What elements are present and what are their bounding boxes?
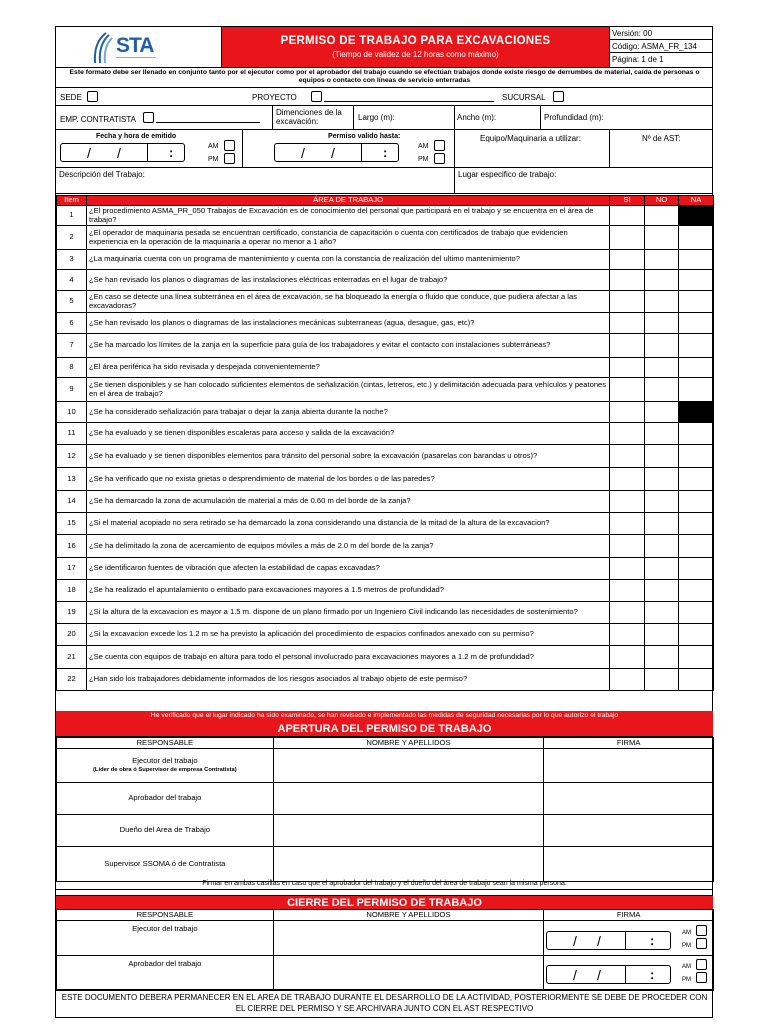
cierre-col-firma: FIRMA: [544, 910, 714, 921]
item-no-cell[interactable]: [645, 602, 679, 624]
dimensiones-cell: [272, 106, 354, 129]
checklist-row-10: [57, 402, 714, 423]
checklist-row-12: [57, 445, 714, 468]
checklist-row-13: [57, 468, 714, 491]
footer-note: ESTE DOCUMENTO DEBERA PERMANECER EN EL AREA DE TRABAJO DURANTE EL DESARROLLO DE LA ACTIVIDAD, POSTERIORMENTE SE DEBE DE PROCEDER CON EL CIERRE DEL PERMISO Y SE ARCHIVARA JUNTO CON EL AST RESPECTIVO: [56, 989, 713, 1018]
valido-am-checkbox[interactable]: [434, 140, 445, 151]
item-si-cell[interactable]: [610, 602, 645, 624]
item-question: ¿Si el material acopiado no sera retirado se ha demarcado la zona considerando una distancia de la mitad de la altura de la excavacion?: [86, 513, 609, 535]
cierre-e-slash-2: /: [597, 933, 601, 949]
sucursal-label: SUCURSAL: [502, 93, 546, 102]
item-number: 14: [57, 491, 87, 513]
item-no-cell[interactable]: [645, 580, 679, 602]
item-no-cell[interactable]: [645, 558, 679, 580]
checklist-header: [57, 196, 714, 206]
form-title: PERMISO DE TRABAJO PARA EXCAVACIONES: [280, 35, 551, 47]
permit-form: [55, 26, 713, 1018]
cierre-e-pm-checkbox[interactable]: [696, 938, 707, 949]
apertura-title: APERTURA DEL PERMISO DE TRABAJO: [56, 722, 713, 737]
item-number: 15: [57, 513, 87, 535]
cierre-a-am-label: AM: [682, 964, 691, 970]
apertura-col-firma: FIRMA: [544, 738, 714, 749]
apertura-ejecutor-label: Ejecutor del trabajo: [132, 755, 198, 765]
sta-logo-icon: [92, 31, 114, 65]
apertura-dueno-label: Dueño del Area de Trabajo: [57, 815, 274, 847]
fecha-time-sep: [147, 144, 148, 161]
item-si-cell[interactable]: [610, 226, 645, 250]
cierre-e-time-sep: [625, 932, 626, 949]
cierre-ejecutor-nombre[interactable]: [273, 921, 544, 956]
apertura-row-dueno: [57, 815, 714, 847]
item-number: 9: [57, 378, 87, 402]
permiso-valido-input[interactable]: [274, 143, 399, 162]
cierre-ejecutor-label: Ejecutor del trabajo: [57, 921, 274, 956]
cierre-a-pm-checkbox[interactable]: [696, 972, 707, 983]
emitido-pm-checkbox[interactable]: [224, 153, 235, 164]
item-number: 16: [57, 535, 87, 558]
item-na-cell: [679, 402, 714, 423]
equipo-label: Equipo/Maquinaria a utilizar:: [480, 134, 581, 143]
fecha-emitido-input[interactable]: [60, 143, 185, 162]
item-na-cell[interactable]: [679, 291, 714, 313]
item-question: ¿Se ha verificado que no exista grietas o desprendimiento de material de los bordes o de las paredes?: [86, 468, 609, 491]
cierre-ejecutor-datetime[interactable]: [546, 931, 671, 950]
item-question: ¿Se han revisado los planos o diagramas de las instalaciones eléctricas enterradas en el lugar de trabajo?: [86, 270, 609, 291]
checklist-row-22: [57, 669, 714, 691]
item-na-cell[interactable]: [679, 491, 714, 513]
logo-cell: [56, 27, 222, 68]
apertura-supervisor-nombre[interactable]: [273, 847, 544, 882]
item-si-cell[interactable]: [610, 580, 645, 602]
item-si-cell[interactable]: [610, 535, 645, 558]
item-no-cell[interactable]: [645, 669, 679, 691]
item-no-cell[interactable]: [645, 291, 679, 313]
item-no-cell[interactable]: [645, 402, 679, 423]
sede-checkbox[interactable]: [87, 91, 98, 102]
dates-row: [56, 130, 713, 168]
item-si-cell[interactable]: [610, 270, 645, 291]
apertura-supervisor-firma[interactable]: [544, 847, 714, 882]
item-question: ¿Se identificaron fuentes de vibración que afecten la estabilidad de capas excavadas?: [86, 558, 609, 580]
dimensiones-label: Dimenciones de la excavación:: [276, 108, 342, 126]
item-si-cell[interactable]: [610, 491, 645, 513]
item-number: 17: [57, 558, 87, 580]
item-question: ¿La maquinaria cuenta con un programa de mantenimiento y cuenta con la constancia de realización del ultimo mantenimiento?: [86, 250, 609, 270]
item-number: 11: [57, 423, 87, 445]
item-na-cell[interactable]: [679, 646, 714, 669]
sede-row: [56, 88, 713, 106]
item-na-cell[interactable]: [679, 669, 714, 691]
item-na-cell[interactable]: [679, 226, 714, 250]
fecha-emitido-label: Fecha y hora de emitido: [96, 133, 177, 140]
item-question: ¿Han sido los trabajadores debidamente informados de los riesgos asociados al trabajo objeto de este permiso?: [86, 669, 609, 691]
checklist-table: [56, 195, 714, 691]
cierre-col-responsable: RESPONSABLE: [57, 910, 274, 921]
col-si-header: SI: [610, 196, 645, 206]
doc-meta: [609, 27, 713, 68]
emitido-pm-label: PM: [208, 156, 219, 163]
item-number: 22: [57, 669, 87, 691]
proyecto-label: PROYECTO: [252, 93, 297, 102]
item-no-cell[interactable]: [645, 206, 679, 226]
checklist-row-3: [57, 250, 714, 270]
cierre-aprobador-label: Aprobador del trabajo: [57, 956, 274, 991]
item-question: ¿Se han revisado los planos o diagramas de las instalaciones mecánicas subterraneas (agua, desague, gas, etc)?: [86, 313, 609, 334]
checklist-row-1: [57, 206, 714, 226]
item-si-cell[interactable]: [610, 423, 645, 445]
item-na-cell[interactable]: [679, 334, 714, 358]
item-na-cell: [679, 206, 714, 226]
contratista-field[interactable]: [156, 122, 260, 123]
apertura-aprobador-nombre[interactable]: [273, 783, 544, 815]
profundidad-sep: [540, 106, 541, 129]
sucursal-checkbox[interactable]: [553, 91, 564, 102]
apertura-ejecutor-firma[interactable]: [544, 749, 714, 783]
profundidad-label: Profundidad (m):: [544, 113, 604, 122]
apertura-col-nombre: NOMBRE Y APELLIDOS: [273, 738, 544, 749]
ancho-sep: [454, 106, 455, 129]
item-si-cell[interactable]: [610, 669, 645, 691]
cierre-a-slash-2: /: [597, 967, 601, 983]
item-question: ¿El procedimiento ASMA_PR_050 Trabajos de Excavación es de conocimiento del personal que participará en el trabajo y se encuentra en el área de trabajo?: [86, 206, 609, 226]
item-na-cell[interactable]: [679, 270, 714, 291]
apertura-row-aprobador: [57, 783, 714, 815]
apertura-row-ejecutor: [57, 749, 714, 783]
item-question: ¿El área periférica ha sido revisada y despejada convenientemente?: [86, 358, 609, 378]
item-si-cell[interactable]: [610, 291, 645, 313]
item-no-cell[interactable]: [645, 313, 679, 334]
item-no-cell[interactable]: [645, 334, 679, 358]
item-number: 3: [57, 250, 87, 270]
valido-slash-2: /: [331, 145, 335, 161]
item-number: 2: [57, 226, 87, 250]
doc-page: Página: 1 de 1: [612, 55, 664, 64]
item-na-cell[interactable]: [679, 513, 714, 535]
item-no-cell[interactable]: [645, 468, 679, 491]
checklist-row-5: [57, 291, 714, 313]
apertura-table: [56, 737, 714, 882]
contratista-label: EMP. CONTRATISTA: [60, 115, 137, 124]
checklist-row-8: [57, 358, 714, 378]
item-number: 21: [57, 646, 87, 669]
item-si-cell[interactable]: [610, 646, 645, 669]
item-number: 1: [57, 206, 87, 226]
cierre-e-am-checkbox[interactable]: [696, 925, 707, 936]
verification-banner: He verificado que el lugar indicado ha sido examinado, se han revisado e implementado las medidas de seguridad necesarias por lo que autorizo el trabajo: [56, 711, 713, 722]
fecha-slash-1: /: [87, 145, 91, 161]
item-number: 18: [57, 580, 87, 602]
item-no-cell[interactable]: [645, 378, 679, 402]
lugar-divider: [454, 168, 455, 193]
dates-divider: [242, 130, 243, 167]
descripcion-row: [56, 168, 713, 194]
cierre-a-colon: :: [650, 967, 655, 982]
checklist-row-11: [57, 423, 714, 445]
checklist-row-20: [57, 624, 714, 646]
ast-label: Nº de AST:: [642, 134, 681, 143]
item-na-cell[interactable]: [679, 445, 714, 468]
col-item-header: Item: [57, 196, 87, 206]
item-si-cell[interactable]: [610, 334, 645, 358]
item-si-cell[interactable]: [610, 558, 645, 580]
valido-slash-1: /: [301, 145, 305, 161]
apertura-ejecutor-nombre[interactable]: [273, 749, 544, 783]
cierre-a-am-checkbox[interactable]: [696, 959, 707, 970]
checklist-row-2: [57, 226, 714, 250]
cierre-a-time-sep: [625, 966, 626, 983]
item-question: ¿Se ha evaluado y se tienen disponibles elementos para tránsito del personal sobre la excavación (pasarelas con barandas u otros)?: [86, 445, 609, 468]
contratista-row: [56, 106, 713, 130]
emitido-am-label: AM: [208, 143, 219, 150]
proyecto-field[interactable]: [324, 101, 494, 102]
fecha-colon: :: [169, 145, 174, 160]
item-no-cell[interactable]: [645, 491, 679, 513]
apertura-supervisor-label: Supervisor SSOMA ó de Contratista: [57, 847, 274, 882]
item-question: ¿Se ha demarcado la zona de acumulación de material a más de 0.60 m del borde de la zanja?: [86, 491, 609, 513]
item-na-cell[interactable]: [679, 378, 714, 402]
item-na-cell[interactable]: [679, 558, 714, 580]
item-no-cell[interactable]: [645, 445, 679, 468]
checklist-row-6: [57, 313, 714, 334]
equipo-divider: [454, 130, 455, 167]
apertura-responsable-cell: [57, 749, 274, 783]
item-no-cell[interactable]: [645, 646, 679, 669]
apertura-header: [57, 738, 714, 749]
item-question: ¿Se ha realizado el apuntalamiento o entibado para excavaciones mayores a 1.5 metros de profundidad?: [86, 580, 609, 602]
col-no-header: NO: [645, 196, 679, 206]
item-no-cell[interactable]: [645, 535, 679, 558]
checklist-row-9: [57, 378, 714, 402]
item-number: 7: [57, 334, 87, 358]
valido-colon: :: [383, 145, 388, 160]
item-question: ¿En caso se detecte una línea subterránea en el área de excavación, se ha bloqueado la energía o fluido que conduce, que pudiera afectar a las excavadoras?: [86, 291, 609, 313]
cierre-e-am-label: AM: [682, 930, 691, 936]
lugar-label: Lugar especifico de trabajo:: [458, 170, 557, 179]
item-question: ¿Si la altura de la excavacion es mayor a 1.5 m. dispone de un plano firmado por un Ingeniero Civil indicando las necesidades de sostenimiento?: [86, 602, 609, 624]
logo-text: STA: [116, 34, 154, 57]
item-number: 12: [57, 445, 87, 468]
intro-text: Este formato debe ser llenado en conjunto tanto por el ejecutor como por el aprobador del trabajo cuando se efectúan trabajos donde existe riesgo de derrumbes de material, caída de personas o equipos o contacto con líneas de servicio enterradas: [56, 68, 713, 88]
item-na-cell[interactable]: [679, 535, 714, 558]
largo-label: Largo (m):: [358, 113, 395, 122]
apertura-ejecutor-sub: (Lider de obra ó Supervisor de empresa Contratista): [93, 766, 237, 773]
apertura-dueno-nombre[interactable]: [273, 815, 544, 847]
permiso-valido-label: Permiso valido hasta:: [328, 133, 401, 140]
checklist-row-17: [57, 558, 714, 580]
item-number: 5: [57, 291, 87, 313]
item-no-cell[interactable]: [645, 250, 679, 270]
ancho-label: Ancho (m):: [457, 113, 497, 122]
valido-am-label: AM: [418, 143, 429, 150]
item-si-cell[interactable]: [610, 313, 645, 334]
item-si-cell[interactable]: [610, 445, 645, 468]
apertura-col-responsable: RESPONSABLE: [57, 738, 274, 749]
cierre-a-pm-label: PM: [682, 977, 691, 983]
item-question: ¿Se ha delimitado la zona de acercamiento de equipos móviles a más de 2.0 m del borde de la zanja?: [86, 535, 609, 558]
checklist-row-14: [57, 491, 714, 513]
item-na-cell[interactable]: [679, 602, 714, 624]
item-question: ¿El operador de maquinaria pesada se encuentran certificado, constancia de capacitación o cuenta con certificados de trabajo que evidencien experiencia en la operación de la maquinaria a operar no menor a 1 año?: [86, 226, 609, 250]
item-question: ¿Se cuenta con equipos de trabajo en altura para todo el personal involucrado para excavaciones mayores a 1.2 m de profundidad?: [86, 646, 609, 669]
sede-label: SEDE: [60, 93, 82, 102]
valido-pm-checkbox[interactable]: [434, 153, 445, 164]
valido-pm-label: PM: [418, 156, 429, 163]
item-question: ¿Se ha evaluado y se tienen disponibles escaleras para acceso y salida de la excavación?: [86, 423, 609, 445]
item-si-cell[interactable]: [610, 378, 645, 402]
descripcion-label: Descripción del Trabajo:: [59, 170, 145, 179]
item-si-cell[interactable]: [610, 206, 645, 226]
item-question: ¿Se ha marcado los límites de la zanja en la superficie para guía de los trabajadores y evitar el contacto con instalaciones subterráneas?: [86, 334, 609, 358]
contratista-checkbox[interactable]: [143, 112, 154, 123]
item-number: 10: [57, 402, 87, 423]
cierre-e-pm-label: PM: [682, 943, 691, 949]
item-question: ¿Se ha considerado señalización para trabajar o dejar la zanja abierta durante la noche?: [86, 402, 609, 423]
cierre-col-nombre: NOMBRE Y APELLIDOS: [273, 910, 544, 921]
item-no-cell[interactable]: [645, 423, 679, 445]
checklist-row-19: [57, 602, 714, 624]
proyecto-checkbox[interactable]: [311, 91, 322, 102]
item-no-cell[interactable]: [645, 358, 679, 378]
item-no-cell[interactable]: [645, 226, 679, 250]
cierre-a-slash-1: /: [573, 967, 577, 983]
cierre-title: CIERRE DEL PERMISO DE TRABAJO: [56, 895, 713, 909]
item-number: 4: [57, 270, 87, 291]
item-si-cell[interactable]: [610, 468, 645, 491]
title-banner: [222, 27, 609, 68]
ast-divider: [609, 130, 610, 167]
doc-version: Versión: 00: [610, 27, 713, 40]
item-si-cell[interactable]: [610, 358, 645, 378]
item-no-cell[interactable]: [645, 270, 679, 291]
item-na-cell[interactable]: [679, 313, 714, 334]
apertura-aprobador-firma[interactable]: [544, 783, 714, 815]
cierre-e-colon: :: [650, 933, 655, 948]
checklist-row-21: [57, 646, 714, 669]
apertura-dueno-firma[interactable]: [544, 815, 714, 847]
item-question: ¿Si la excavacion excede los 1.2 m se ha previsto la aplicación del procedimiento de espacios confinados anexado con su permiso?: [86, 624, 609, 646]
item-number: 19: [57, 602, 87, 624]
logo-tagline: [116, 57, 156, 60]
checklist-row-15: [57, 513, 714, 535]
apertura-aprobador-label: Aprobador del trabajo: [57, 783, 274, 815]
fecha-slash-2: /: [117, 145, 121, 161]
cierre-header: [57, 910, 714, 921]
col-na-header: NA: [679, 196, 714, 206]
item-na-cell[interactable]: [679, 423, 714, 445]
apertura-row-supervisor: [57, 847, 714, 882]
item-number: 13: [57, 468, 87, 491]
item-si-cell[interactable]: [610, 402, 645, 423]
apertura-note: Firmar en ambas casillas en caso que el aprobador del trabajo y el dueño del área de trabajo sean la misma persona.: [56, 879, 713, 890]
emitido-am-checkbox[interactable]: [224, 140, 235, 151]
item-no-cell[interactable]: [645, 513, 679, 535]
item-na-cell[interactable]: [679, 580, 714, 602]
checklist-row-4: [57, 270, 714, 291]
item-number: 8: [57, 358, 87, 378]
col-area-header: ÁREA DE TRABAJO: [86, 196, 609, 206]
item-number: 20: [57, 624, 87, 646]
item-number: 6: [57, 313, 87, 334]
form-subtitle: (Tiempo de validez de 12 horas como máximo): [332, 50, 499, 59]
cierre-e-slash-1: /: [573, 933, 577, 949]
cierre-aprobador-datetime[interactable]: [546, 965, 671, 984]
doc-code: Código: ASMA_FR_134: [610, 40, 713, 53]
valido-time-sep: [361, 144, 362, 161]
item-si-cell[interactable]: [610, 624, 645, 646]
item-na-cell[interactable]: [679, 624, 714, 646]
item-si-cell[interactable]: [610, 250, 645, 270]
item-na-cell[interactable]: [679, 250, 714, 270]
cierre-aprobador-nombre[interactable]: [273, 956, 544, 991]
item-na-cell[interactable]: [679, 358, 714, 378]
checklist-row-18: [57, 580, 714, 602]
item-na-cell[interactable]: [679, 468, 714, 491]
item-no-cell[interactable]: [645, 624, 679, 646]
item-question: ¿Se tienen disponibles y se han colocado suficientes elementos de señalización (cintas, letreros, etc.) y delimitación adecuada para vehículos y peatones en el área de trabajo?: [86, 378, 609, 402]
checklist-row-16: [57, 535, 714, 558]
item-si-cell[interactable]: [610, 513, 645, 535]
checklist-row-7: [57, 334, 714, 358]
